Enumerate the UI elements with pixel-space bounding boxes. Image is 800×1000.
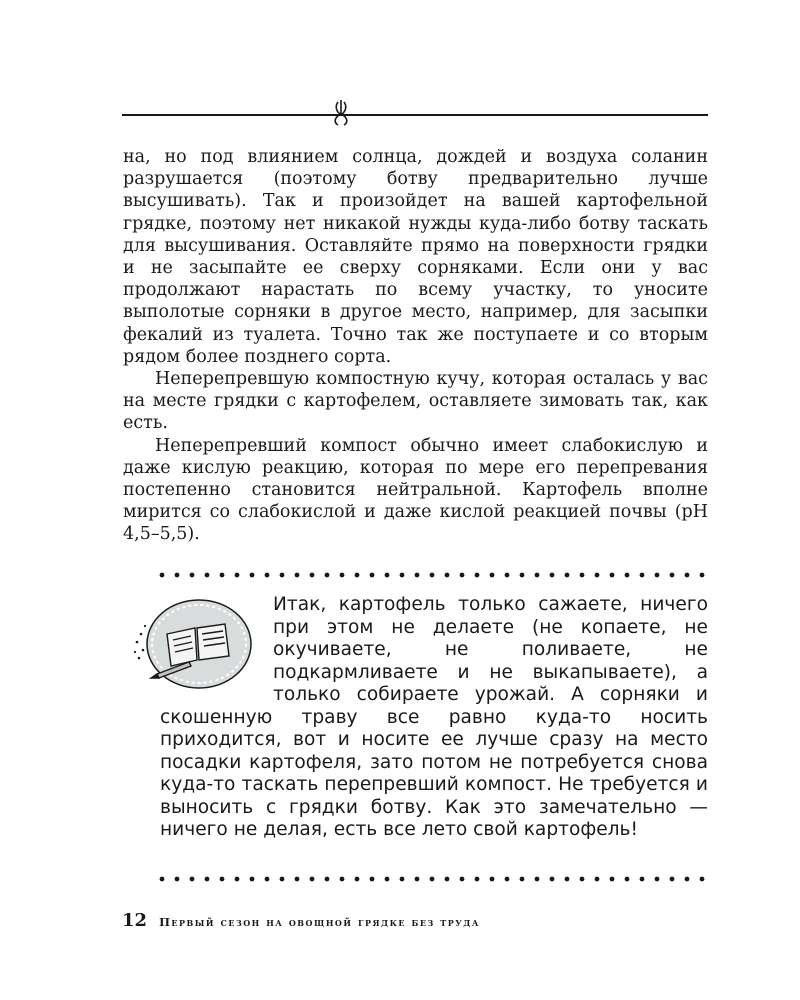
- dotted-divider-bottom: [158, 874, 713, 884]
- flower-icon: [335, 100, 347, 125]
- dotted-divider-top: [158, 570, 713, 580]
- summary-text: Итак, картофель только сажаете, ничего при этом не делаете (не копаете, не окучиваете, не поливаете, не подкармливаете и не выкапываете), а только собираете урожай. А сорняки и скошенную траву все равно куда-то носить приходится, вот и носите ее лучше сразу на место посадки картофеля, зато потом не потребуется снова куда-то таскать перепревший компост. Не требуется и выносить с грядки ботву. Как это замечательно — ничего не делая, есть все лето свой картофель!: [160, 594, 708, 840]
- paragraph-acidity: Неперепревший компост обычно имеет слабокислую и даже кислую реакцию, которая по мере его перепревания постепенно становится нейтральной. Картофель вполне мирится со слабокислой и даже кислой реакцией почвы (рН 4,5–5,5).: [123, 435, 708, 545]
- page-number: 12: [122, 910, 148, 931]
- header-ornament-rule: [122, 98, 708, 128]
- paragraph-continuation: на, но под влиянием солнца, дождей и воздуха соланин разрушается (поэтому ботву предварительно лучше высушивать). Так и произойдет на вашей картофельной грядке, поэтому нет никакой нужды куда-либо ботву таскать для высушивания. Оставляйте прямо на поверхности грядки и не засыпайте ее сверху сорняками. Если они у вас продолжают нарастать по всему участку, то уносите выполотые сорняки в другое место, например, для засыпки фекалий из туалета. Точно так же поступаете и со вторым рядом более позднего сорта.: [123, 147, 708, 367]
- main-text: [123, 146, 708, 546]
- running-title: Первый сезон на овощной грядке без труда: [159, 915, 480, 929]
- summary-box: [160, 594, 708, 842]
- paragraph-compost-heap: Неперепревшую компостную кучу, которая осталась у вас на месте грядки с картофелем, оставляете зимовать так, как есть.: [123, 369, 708, 434]
- page-footer: [122, 910, 722, 931]
